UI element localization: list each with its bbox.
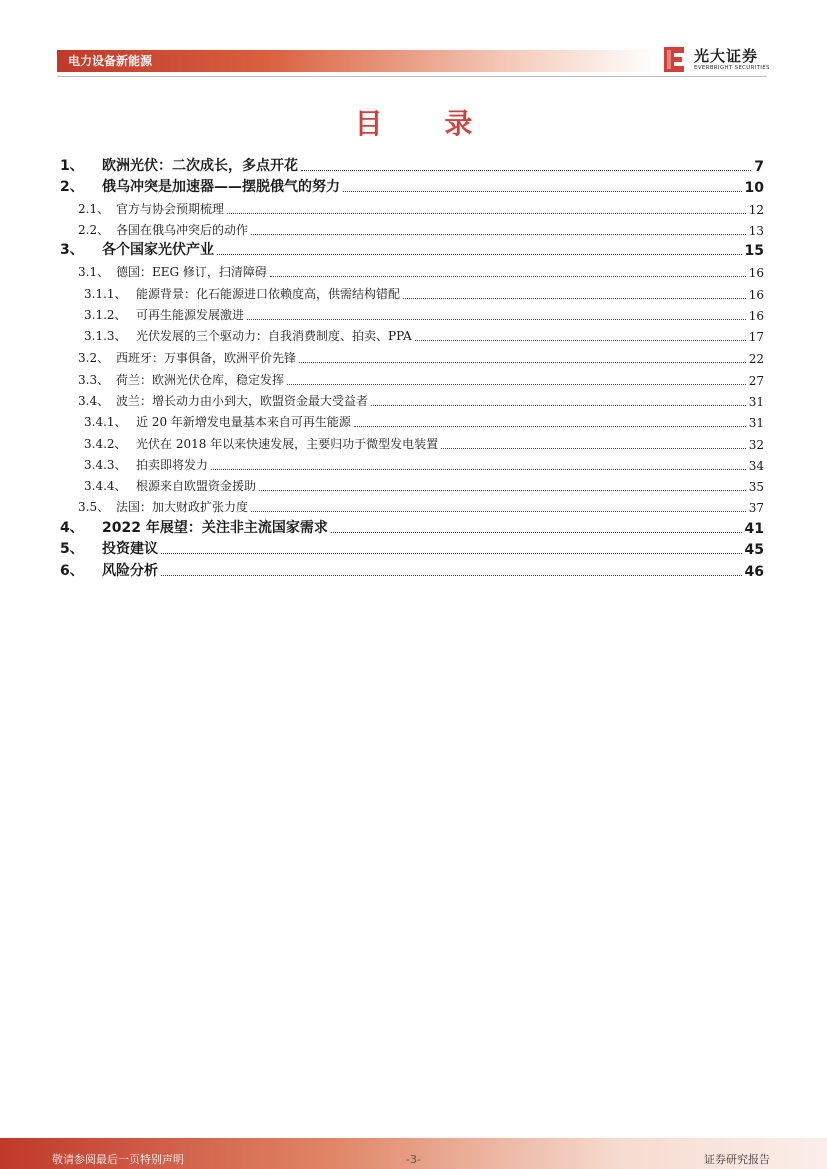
toc-entry-page: 17: [748, 330, 764, 344]
toc-entry-number: 3.4.1、: [84, 415, 127, 429]
toc-entry-label: 风险分析: [102, 563, 158, 579]
toc-entry-number: 2.1、: [78, 202, 110, 216]
toc-entry[interactable]: [60, 495, 764, 515]
toc-entry[interactable]: [60, 560, 764, 580]
toc-entry-number: 3.4.2、: [84, 437, 127, 451]
toc-entry-label: 俄乌冲突是加速器——摆脱俄气的努力: [102, 179, 340, 195]
toc-entry-page: 41: [744, 521, 764, 537]
toc-title: 目 录: [354, 107, 499, 140]
toc-entry-page: 12: [748, 203, 764, 217]
toc-entry-number: 3.4.3、: [84, 458, 127, 472]
toc-leader-dots: [259, 490, 746, 491]
toc-entry-label: 根源来自欧盟资金援助: [136, 479, 257, 493]
toc-entry-number: 3.4、: [78, 394, 110, 408]
toc-entry[interactable]: [60, 368, 764, 388]
toc-entry-label: 投资建议: [102, 541, 158, 557]
toc-entry-page: 16: [748, 266, 764, 280]
toc-entry-number: 2、: [60, 179, 84, 195]
toc-entry[interactable]: [60, 239, 764, 259]
toc-entry-label: 拍卖即将发力: [136, 458, 209, 472]
toc-entry[interactable]: [60, 346, 764, 366]
toc-entry-label: 荷兰：欧洲光伏仓库，稳定发挥: [116, 373, 285, 387]
everbright-logo: [661, 44, 771, 74]
footer-doc-type: 证券研究报告: [704, 1153, 770, 1166]
toc-leader-dots: [217, 254, 742, 255]
toc-entry-label: 德国：EEG 修订，扫清障碍: [116, 265, 267, 279]
toc-entry-label: 2022 年展望：关注非主流国家需求: [102, 520, 328, 536]
toc-entry[interactable]: [60, 282, 764, 302]
toc-entry[interactable]: [60, 538, 764, 558]
toc-entry-label: 法国：加大财政扩张力度: [116, 500, 249, 514]
toc-leader-dots: [415, 340, 746, 341]
header-section-label: 电力设备新能源: [68, 54, 153, 68]
toc-entry-label: 西班牙：万事俱备，欧洲平价先锋: [116, 351, 297, 365]
toc-leader-dots: [441, 448, 746, 449]
toc-leader-dots: [251, 234, 746, 235]
toc-leader-dots: [211, 469, 746, 470]
toc-entry[interactable]: [60, 517, 764, 537]
toc-entry-page: 32: [748, 438, 764, 452]
toc-entry[interactable]: [60, 176, 764, 196]
toc-entry-page: 35: [748, 480, 764, 494]
toc-entry-page: 31: [748, 416, 764, 430]
toc-entry-page: 7: [754, 159, 764, 175]
toc-leader-dots: [247, 319, 746, 320]
footer-page-number: -3-: [406, 1153, 421, 1166]
toc-leader-dots: [251, 511, 746, 512]
toc-entry-number: 3.4.4、: [84, 479, 127, 493]
toc-leader-dots: [301, 170, 751, 171]
toc-entry[interactable]: [60, 410, 764, 430]
toc-entry[interactable]: [60, 324, 764, 344]
toc-entry-page: 27: [748, 374, 764, 388]
toc-entry[interactable]: [60, 474, 764, 494]
toc-entry-page: 37: [748, 501, 764, 515]
toc-leader-dots: [371, 405, 746, 406]
toc-leader-dots: [403, 298, 746, 299]
toc-leader-dots: [161, 553, 742, 554]
header-divider: [57, 76, 767, 77]
toc-entry-number: 5、: [60, 541, 84, 557]
toc-entry-page: 16: [748, 288, 764, 302]
toc-leader-dots: [287, 384, 746, 385]
everbright-logo-icon: [661, 44, 689, 74]
toc-entry[interactable]: [60, 453, 764, 473]
toc-leader-dots: [227, 213, 746, 214]
toc-entry[interactable]: [60, 218, 764, 238]
toc-entry-number: 1、: [60, 158, 84, 174]
toc-entry-number: 3.1.1、: [84, 287, 127, 301]
toc-entry-number: 3.3、: [78, 373, 110, 387]
toc-entry-page: 34: [748, 459, 764, 473]
toc-leader-dots: [161, 575, 742, 576]
footer-disclaimer: 敬请参阅最后一页特别声明: [52, 1153, 184, 1166]
toc-leader-dots: [343, 191, 742, 192]
toc-entry-number: 6、: [60, 563, 84, 579]
toc-entry[interactable]: [60, 389, 764, 409]
toc-entry[interactable]: [60, 432, 764, 452]
toc-entry-page: 46: [744, 564, 764, 580]
toc-leader-dots: [354, 426, 746, 427]
toc-entry[interactable]: [60, 260, 764, 280]
logo-name-en: EVERBRIGHT SECURITIES: [694, 65, 770, 71]
toc-entry-page: 22: [748, 352, 764, 366]
toc-entry-page: 45: [744, 542, 764, 558]
toc-entry-label: 能源背景：化石能源进口依赖度高，供需结构错配: [136, 287, 401, 301]
toc-entry-label: 欧洲光伏：二次成长，多点开花: [102, 158, 298, 174]
toc-entry-number: 3.1、: [78, 265, 110, 279]
toc-entry-label: 波兰：增长动力由小到大，欧盟资金最大受益者: [116, 394, 369, 408]
toc-entry-page: 31: [748, 395, 764, 409]
toc-entry-label: 各国在俄乌冲突后的动作: [116, 223, 249, 237]
toc-entry-number: 3.2、: [78, 351, 110, 365]
toc-entry-page: 15: [744, 243, 764, 259]
toc-entry[interactable]: [60, 303, 764, 323]
toc-entry[interactable]: [60, 197, 764, 217]
toc-entry[interactable]: [60, 155, 764, 175]
toc-entry-page: 16: [748, 309, 764, 323]
toc-entry-label: 光伏发展的三个驱动力：自我消费制度、拍卖、PPA: [136, 329, 412, 343]
toc-leader-dots: [270, 276, 746, 277]
toc-leader-dots: [331, 532, 742, 533]
toc-entry-label: 官方与协会预期梳理: [116, 202, 225, 216]
logo-name-cn: 光大证券: [694, 47, 759, 65]
toc-entry-page: 13: [748, 224, 764, 238]
toc-entry-page: 10: [744, 180, 764, 196]
toc-leader-dots: [299, 362, 746, 363]
toc-entry-label: 可再生能源发展激进: [136, 308, 245, 322]
toc-entry-number: 3、: [60, 242, 84, 258]
toc-entry-label: 各个国家光伏产业: [102, 242, 214, 258]
toc-entry-number: 4、: [60, 520, 84, 536]
toc-entry-label: 光伏在 2018 年以来快速发展，主要归功于微型发电装置: [136, 437, 439, 451]
toc-entry-number: 2.2、: [78, 223, 110, 237]
toc-entry-number: 3.5、: [78, 500, 110, 514]
toc-entry-number: 3.1.3、: [84, 329, 127, 343]
toc-entry-number: 3.1.2、: [84, 308, 127, 322]
toc-entry-label: 近 20 年新增发电量基本来自可再生能源: [136, 415, 351, 429]
